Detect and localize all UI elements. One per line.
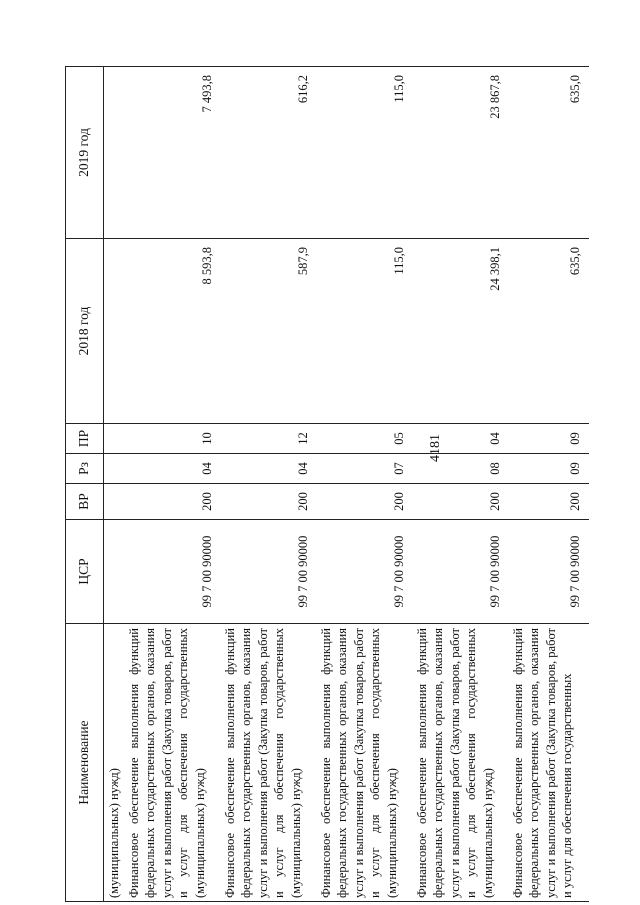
row-name: Финансовое обеспечение выполнения функций федеральных государственных органов, оказания услуг и выполнения работ (Закупка товаров, работ и услуг для обеспечения государственных (муниципальных) нужд) (125, 624, 221, 902)
row-2019: 635,0 (509, 67, 589, 239)
table-row (221, 67, 317, 902)
row-name: Финансовое обеспечение выполнения функций федеральных государственных органов, оказания услуг и выполнения работ (Закупка товаров, работ и услуг для обеспечения государственных (муниципальных) нужд) (413, 624, 509, 902)
row-csr: 99 7 00 90000 (125, 520, 221, 624)
header-row (66, 67, 104, 902)
page-number: 4181 (428, 434, 443, 462)
col-2019-header: 2019 год (66, 67, 104, 239)
col-name-header: Наименование (66, 624, 104, 902)
row-2019: 115,0 (317, 67, 413, 239)
col-pr-header: ПР (66, 424, 104, 454)
col-rz-header: Рз (66, 454, 104, 484)
row-2018: 115,0 (317, 239, 413, 424)
row-rz: 04 (221, 454, 317, 484)
row-csr: 99 7 00 90000 (317, 520, 413, 624)
row-csr: 99 7 00 90000 (413, 520, 509, 624)
row-pr: 10 (125, 424, 221, 454)
row-rz: 09 (509, 454, 589, 484)
row-rz: 07 (317, 454, 413, 484)
table-row (413, 67, 509, 902)
row-vr: 200 (317, 484, 413, 520)
row-pr: 12 (221, 424, 317, 454)
continuation-row (104, 67, 125, 902)
row-rz: 08 (413, 454, 509, 484)
row-vr: 200 (221, 484, 317, 520)
row-csr: 99 7 00 90000 (509, 520, 589, 624)
col-2018-header: 2018 год (66, 239, 104, 424)
row-2019: 616,2 (221, 67, 317, 239)
row-pr: 04 (413, 424, 509, 454)
row-name: Финансовое обеспечение выполнения функций федеральных государственных органов, оказания услуг и выполнения работ (Закупка товаров, работ и услуг для обеспечения государственных (муниципальных) нужд) (221, 624, 317, 902)
col-vr-header: ВР (66, 484, 104, 520)
row-2018: 8 593,8 (125, 239, 221, 424)
budget-table (65, 66, 589, 902)
row-2018: 587,9 (221, 239, 317, 424)
row-vr: 200 (125, 484, 221, 520)
row-2018: 24 398,1 (413, 239, 509, 424)
row-2018: 635,0 (509, 239, 589, 424)
row-2019: 7 493,8 (125, 67, 221, 239)
col-csr-header: ЦСР (66, 520, 104, 624)
row-csr: 99 7 00 90000 (221, 520, 317, 624)
continuation-text: (муниципальных) нужд) (104, 624, 125, 902)
row-name: Финансовое обеспечение выполнения функций федеральных государственных органов, оказания услуг и выполнения работ (Закупка товаров, работ и услуг для обеспечения государственных (509, 624, 589, 902)
row-pr: 05 (317, 424, 413, 454)
row-pr: 09 (509, 424, 589, 454)
table-row (509, 67, 589, 902)
table-row (125, 67, 221, 902)
row-2019: 23 867,8 (413, 67, 509, 239)
row-vr: 200 (509, 484, 589, 520)
row-rz: 04 (125, 454, 221, 484)
table-row (317, 67, 413, 902)
row-name: Финансовое обеспечение выполнения функций федеральных государственных органов, оказания услуг и выполнения работ (Закупка товаров, работ и услуг для обеспечения государственных (муниципальных) нужд) (317, 624, 413, 902)
row-vr: 200 (413, 484, 509, 520)
